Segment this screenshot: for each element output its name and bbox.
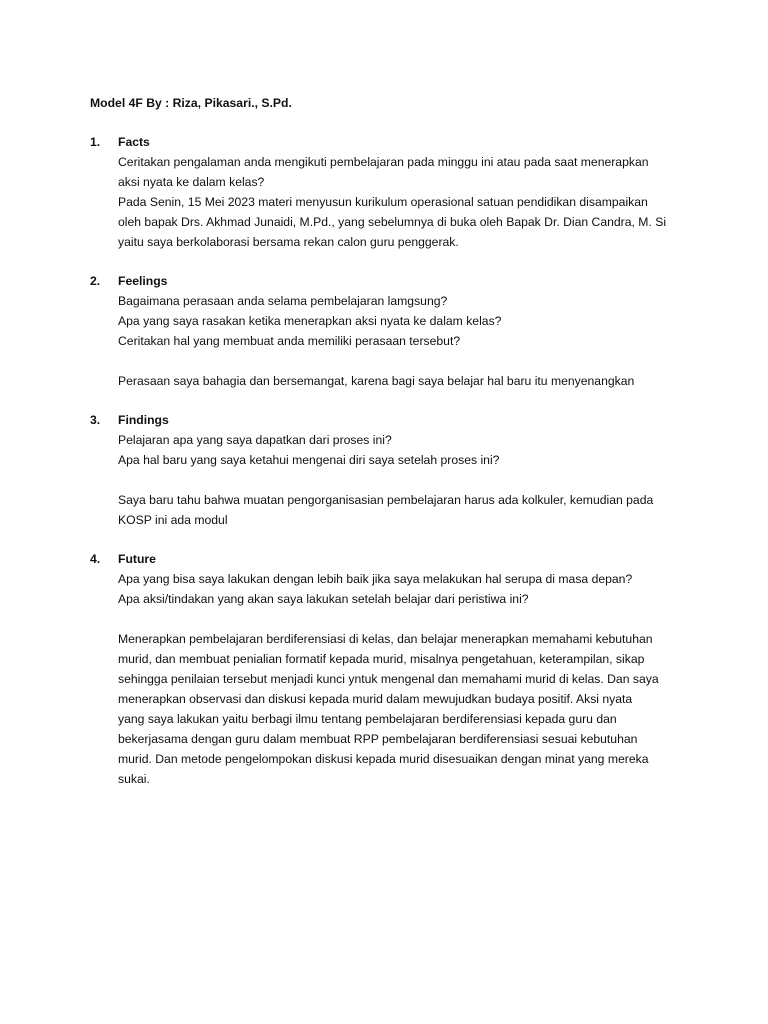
answer-line: menerapkan observasi dan diskusi kepada murid dalam mewujudkan budaya positif. Aksi nyata [118, 692, 633, 706]
section-header [90, 132, 690, 152]
document-title: Model 4F By : Riza, Pikasari., S.Pd. [90, 96, 292, 110]
question-line: Pelajaran apa yang saya dapatkan dari proses ini? [118, 433, 392, 447]
answer-line: oleh bapak Drs. Akhmad Junaidi, M.Pd., yang sebelumnya di buka oleh Bapak Dr. Dian Candra, M. Si [118, 215, 667, 229]
section-heading: Feelings [118, 274, 168, 288]
answer-line: yang saya lakukan yaitu berbagi ilmu tentang pembelajaran berdiferensiasi kepada guru dan [118, 712, 617, 726]
section-number: 1. [90, 135, 101, 149]
question-line: Apa hal baru yang saya ketahui mengenai diri saya setelah proses ini? [118, 453, 500, 467]
answer-line: KOSP ini ada modul [118, 513, 228, 527]
section-number: 4. [90, 552, 101, 566]
answer-line: Saya baru tahu bahwa muatan pengorganisasian pembelajaran harus ada kolkuler, kemudian pada [118, 493, 654, 507]
blank-line [118, 609, 690, 629]
section-heading: Future [118, 552, 156, 566]
section-heading: Facts [118, 135, 150, 149]
section-content [118, 569, 690, 789]
section-header [90, 271, 690, 291]
question-line: Ceritakan pengalaman anda mengikuti pembelajaran pada minggu ini atau pada saat menerapkan [118, 155, 649, 169]
answer-line: sehingga penilaian tersebut menjadi kunci yntuk mengenal dan memahami murid di kelas. Dan saya [118, 672, 659, 686]
section-feelings [90, 271, 690, 391]
answer-line: murid. Dan metode pengelompokan diskusi kepada murid disesuaikan dengan minat yang mereka [118, 752, 649, 766]
section-number: 2. [90, 274, 101, 288]
blank-line [118, 470, 690, 490]
answer-line: bekerjasama dengan guru dalam membuat RPP pembelajaran berdiferensiasi sesuai kebutuhan [118, 732, 638, 746]
question-line: Apa yang bisa saya lakukan dengan lebih baik jika saya melakukan hal serupa di masa depan? [118, 572, 633, 586]
question-line: aksi nyata ke dalam kelas? [118, 175, 265, 189]
answer-line: Pada Senin, 15 Mei 2023 materi menyusun kurikulum operasional satuan pendidikan disampaikan [118, 195, 648, 209]
document-body [90, 93, 690, 808]
section-content [118, 430, 690, 530]
question-line: Apa yang saya rasakan ketika menerapkan aksi nyata ke dalam kelas? [118, 314, 502, 328]
answer-line: Perasaan saya bahagia dan bersemangat, karena bagi saya belajar hal baru itu menyenangkan [118, 374, 635, 388]
section-header [90, 549, 690, 569]
answer-line: sukai. [118, 772, 150, 786]
section-findings [90, 410, 690, 530]
answer-line: murid, dan membuat penialian formatif kepada murid, misalnya pengetahuan, keterampilan, sikap [118, 652, 645, 666]
question-line: Apa aksi/tindakan yang akan saya lakukan setelah belajar dari peristiwa ini? [118, 592, 529, 606]
answer-line: Menerapkan pembelajaran berdiferensiasi di kelas, dan belajar menerapkan memahami kebutuhan [118, 632, 653, 646]
blank-line [118, 351, 690, 371]
section-heading: Findings [118, 413, 169, 427]
section-content [118, 152, 690, 252]
section-future [90, 549, 690, 789]
question-line: Bagaimana perasaan anda selama pembelajaran lamgsung? [118, 294, 448, 308]
section-header [90, 410, 690, 430]
section-number: 3. [90, 413, 101, 427]
section-content [118, 291, 690, 391]
question-line: Ceritakan hal yang membuat anda memiliki perasaan tersebut? [118, 334, 461, 348]
section-facts [90, 132, 690, 252]
answer-line: yaitu saya berkolaborasi bersama rekan calon guru penggerak. [118, 235, 459, 249]
